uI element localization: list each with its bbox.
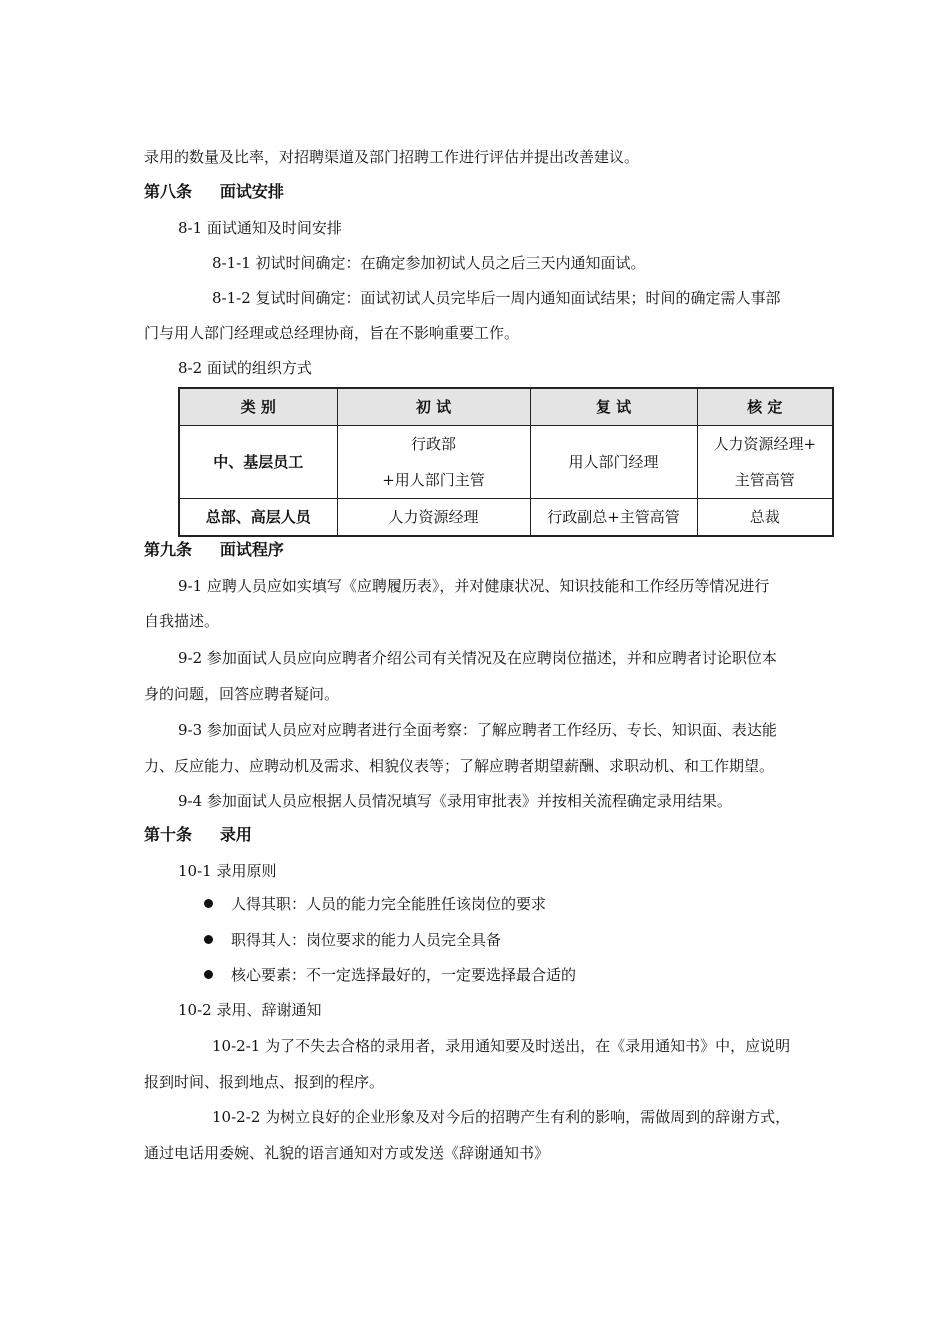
cell-line: 主管高管 [734,471,795,489]
section-heading-article-9: 第九条 面试程序 [144,540,284,559]
header-first-interview: 初 试 [337,388,530,426]
bullet-item: 职得其人：岗位要求的能力人员完全具备 [231,931,502,949]
table-row [179,499,833,537]
section-heading-article-8: 第八条 面试安排 [144,182,284,201]
header-second-interview: 复 试 [530,388,697,426]
clause-10-2-2-cont: 通过电话用委婉、礼貌的语言通知对方或发送《辞谢通知书》 [144,1144,550,1162]
bullet-icon [204,935,213,944]
cell-approval [697,426,833,499]
cell-second-interview: 行政副总+主管高管 [530,499,697,537]
clause-9-4: 9-4 参加面试人员应根据人员情况填写《录用审批表》并按相关流程确定录用结果。 [178,792,732,810]
clause-9-1: 9-1 应聘人员应如实填写《应聘履历表》，并对健康状况、知识技能和工作经历等情况进行 [178,577,770,595]
header-category: 类 别 [179,388,337,426]
bullet-icon [204,899,213,908]
row-category: 中、基层员工 [179,426,337,499]
clause-9-3-cont: 力、反应能力、应聘动机及需求、相貌仪表等；了解应聘者期望薪酬、求职动机、和工作期望。 [144,757,775,775]
cell-second-interview: 用人部门经理 [530,426,697,499]
cell-approval: 总裁 [697,499,833,537]
header-approval: 核 定 [697,388,833,426]
subsection-10-2: 10-2 录用、辞谢通知 [178,1001,322,1019]
clause-9-2-cont: 身的问题，回答应聘者疑问。 [144,685,340,703]
bullet-item: 核心要素：不一定选择最好的，一定要选择最合适的 [231,966,577,984]
table-row [179,426,833,499]
cell-first-interview [337,426,530,499]
cell-first-interview: 人力资源经理 [337,499,530,537]
clause-8-1-2: 8-1-2 复试时间确定：面试初试人员完毕后一周内通知面试结果；时间的确定需人事部 [212,289,781,307]
bullet-icon [204,970,213,979]
clause-9-1-cont: 自我描述。 [144,612,220,630]
interview-organization-table [178,387,834,537]
clause-9-3: 9-3 参加面试人员应对应聘者进行全面考察：了解应聘者工作经历、专长、知识面、表达能 [178,721,777,739]
clause-8-1-1: 8-1-1 初试时间确定：在确定参加初试人员之后三天内通知面试。 [212,254,646,272]
paragraph-line: 录用的数量及比率，对招聘渠道及部门招聘工作进行评估并提出改善建议。 [144,148,640,166]
subsection-8-2: 8-2 面试的组织方式 [178,359,312,377]
cell-line: 行政部 [410,435,456,453]
clause-10-2-1-cont: 报到时间、报到地点、报到的程序。 [144,1073,385,1091]
clause-8-1-2-cont: 门与用人部门经理或总经理协商，旨在不影响重要工作。 [144,324,520,342]
table-header-row [179,388,833,426]
subsection-10-1: 10-1 录用原则 [178,862,277,880]
clause-10-2-1: 10-2-1 为了不失去合格的录用者，录用通知要及时送出，在《录用通知书》中，应说明 [212,1037,791,1055]
cell-line: 人力资源经理+ [713,435,817,453]
bullet-item: 人得其职：人员的能力完全能胜任该岗位的要求 [231,895,547,913]
clause-9-2: 9-2 参加面试人员应向应聘者介绍公司有关情况及在应聘岗位描述，并和应聘者讨论职位本 [178,649,777,667]
cell-line: +用人部门主管 [382,471,485,489]
section-heading-article-10: 第十条 录用 [144,825,252,844]
subsection-8-1: 8-1 面试通知及时间安排 [178,219,342,237]
clause-10-2-2: 10-2-2 为树立良好的企业形象及对今后的招聘产生有利的影响，需做周到的辞谢方式， [212,1108,791,1126]
row-category: 总部、高层人员 [179,499,337,537]
